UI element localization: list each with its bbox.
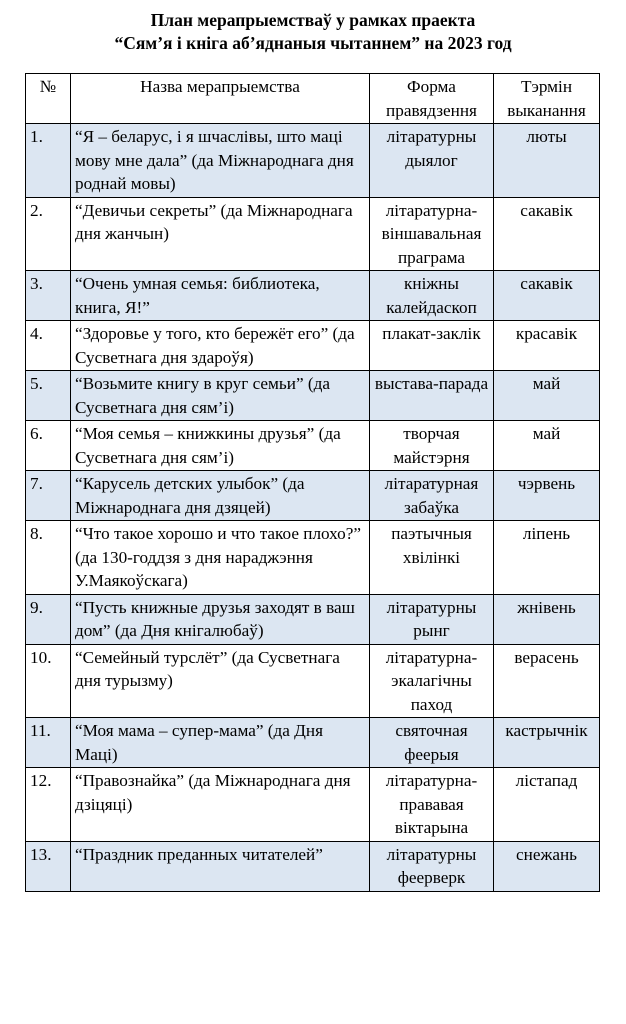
row-number: 4. [26,321,71,371]
event-form: літаратурна-віншавальная праграма [370,197,494,271]
event-name: “Очень умная семья: библиотека, книга, Я!” [71,271,370,321]
table-row [26,321,600,371]
row-number: 5. [26,371,71,421]
event-name: “Праздник преданных читателей” [71,841,370,891]
row-number: 8. [26,521,71,595]
event-name: “Правознайка” (да Міжнароднага дня дзіцяці) [71,768,370,842]
event-name: “Моя мама – супер-мама” (да Дня Маці) [71,718,370,768]
row-number: 12. [26,768,71,842]
table-header-row [26,74,600,124]
table-body [26,124,600,892]
event-form: плакат-заклік [370,321,494,371]
row-number: 1. [26,124,71,198]
row-number: 9. [26,594,71,644]
table-row [26,768,600,842]
event-term: люты [494,124,600,198]
table-row [26,197,600,271]
event-form: літаратурны рынг [370,594,494,644]
table-row [26,421,600,471]
row-number: 7. [26,471,71,521]
event-term: май [494,371,600,421]
header-term: Тэрмін выканання [494,74,600,124]
event-name: “Моя семья – книжкины друзья” (да Сусветнага дня сям’і) [71,421,370,471]
event-form: літаратурны дыялог [370,124,494,198]
event-term: май [494,421,600,471]
table-row [26,371,600,421]
table-row [26,271,600,321]
event-form: кніжны калейдаскоп [370,271,494,321]
row-number: 6. [26,421,71,471]
title-line-1: План мерапрыемстваў у рамках праекта [150,10,476,30]
event-name: “Возьмите книгу в круг семьи” (да Сусветнага дня сям’і) [71,371,370,421]
event-name: “Пусть книжные друзья заходят в ваш дом” (да Дня кнігалюбаў) [71,594,370,644]
event-name: “Что такое хорошо и что такое плохо?” (да 130-годдзя з дня нараджэння У.Маякоўскага) [71,521,370,595]
title-line-2: “Сям’я і кніга аб’яднаныя чытаннем” на 2023 год [114,33,512,53]
event-term: сакавік [494,197,600,271]
event-term: жнівень [494,594,600,644]
event-form: паэтычныя хвілінкі [370,521,494,595]
table-row [26,471,600,521]
row-number: 3. [26,271,71,321]
event-term: снежань [494,841,600,891]
table-row [26,124,600,198]
event-name: “Здоровье у того, кто бережёт его” (да Сусветнага дня здароўя) [71,321,370,371]
row-number: 10. [26,644,71,718]
header-form: Форма правядзення [370,74,494,124]
table-row [26,841,600,891]
events-table [25,73,600,892]
table-row [26,718,600,768]
row-number: 11. [26,718,71,768]
event-name: “Карусель детских улыбок” (да Міжнароднага дня дзяцей) [71,471,370,521]
event-form: выстава-парада [370,371,494,421]
event-form: літаратурны феерверк [370,841,494,891]
event-term: верасень [494,644,600,718]
table-row [26,521,600,595]
table-row [26,594,600,644]
event-name: “Девичьи секреты” (да Міжнароднага дня жанчын) [71,197,370,271]
header-name: Назва мерапрыемства [71,74,370,124]
header-num: № [26,74,71,124]
event-form: творчая майстэрня [370,421,494,471]
document-title [0,0,626,55]
row-number: 13. [26,841,71,891]
event-form: літаратурная забаўка [370,471,494,521]
event-form: літаратурна-прававая віктарына [370,768,494,842]
event-term: сакавік [494,271,600,321]
event-form: святочная феерыя [370,718,494,768]
event-term: чэрвень [494,471,600,521]
event-name: “Семейный турслёт” (да Сусветнага дня турызму) [71,644,370,718]
event-term: ліпень [494,521,600,595]
row-number: 2. [26,197,71,271]
event-term: кастрычнік [494,718,600,768]
event-form: літаратурна-экалагічны паход [370,644,494,718]
table-row [26,644,600,718]
event-term: лістапад [494,768,600,842]
event-term: красавік [494,321,600,371]
event-name: “Я – беларус, і я шчаслівы, што маці мову мне дала” (да Міжнароднага дня роднай мовы) [71,124,370,198]
